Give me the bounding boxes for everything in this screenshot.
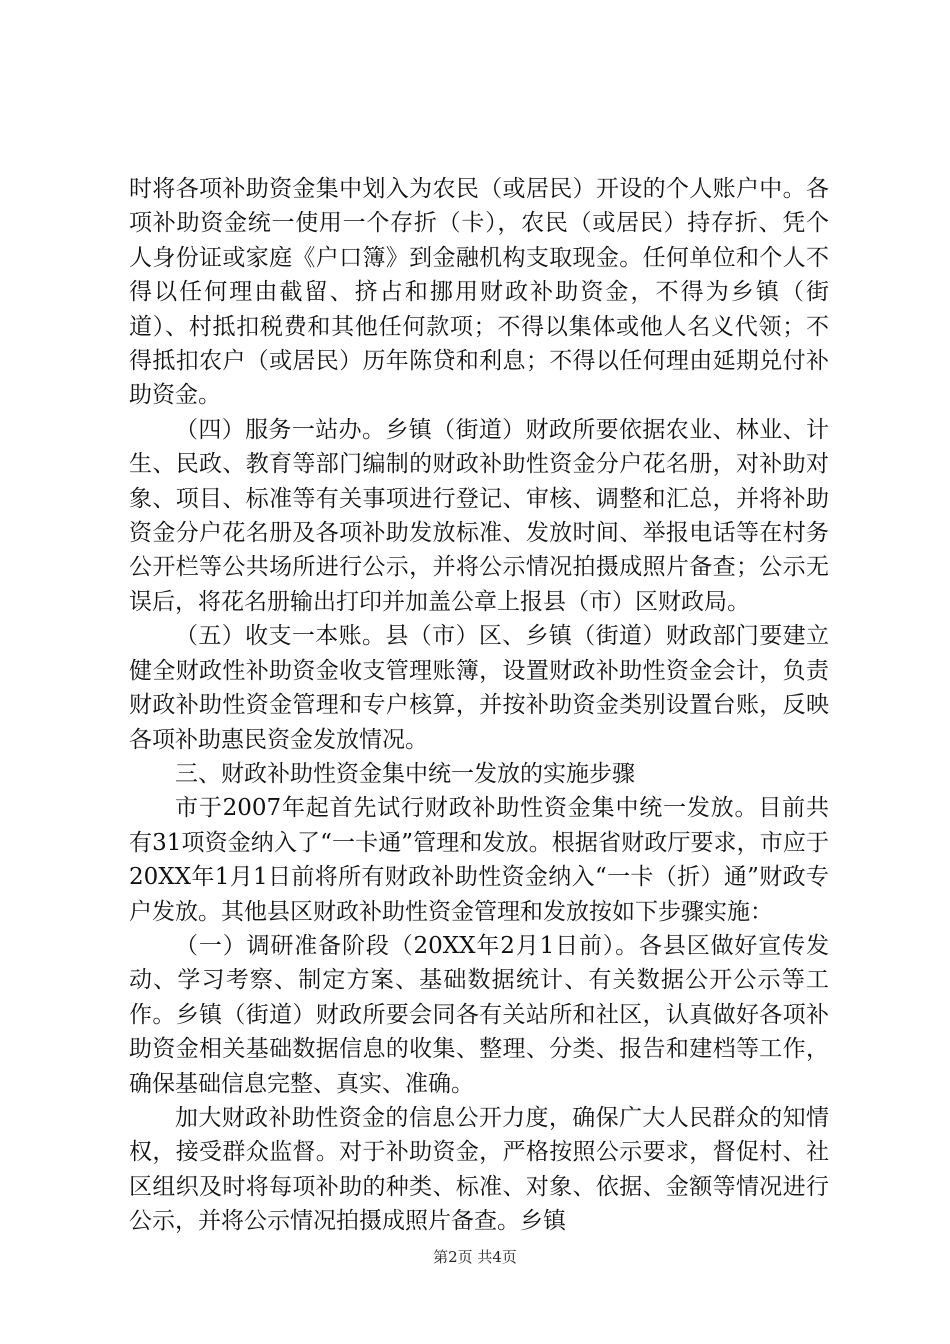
section-heading: 三、财政补助性资金集中统一发放的实施步骤 <box>175 760 635 787</box>
paragraph-6: 加大财政补助性资金的信息公开力度，确保广大人民群众的知情权，接受群众监督。对于补助资金，严格按照公示要求，督促村、社区组织及时将每项补助的种类、标准、对象、依据、金额等情况进行公示，并将公示情况拍摄成照片备查。乡镇 <box>129 1104 829 1235</box>
paragraph-1: 时将各项补助资金集中划入为农民（或居民）开设的个人账户中。各项补助资金统一使用一个存折（卡），农民（或居民）持存折、凭个人身份证或家庭《户口簿》到金融机构支取现金。任何单位和个人不得以任何理由截留、挤占和挪用财政补助资金，不得为乡镇（街道）、村抵扣税费和其他任何款项；不得以集体或他人名义代领；不得抵扣农户（或居民）历年陈贷和利息；不得以任何理由延期兑付补助资金。 <box>129 176 829 409</box>
paragraph-3: （五）收支一本账。县（市）区、乡镇（街道）财政部门要建立健全财政性补助资金收支管理账簿，设置财政补助性资金会计，负责财政补助性资金管理和专户核算，并按补助资金类别设置台账，反映各项补助惠民资金发放情况。 <box>129 623 829 753</box>
paragraph-4: 市于2007年起首先试行财政补助性资金集中统一发放。目前共有31项资金纳入了“一卡通”管理和发放。根据省财政厅要求，市应于20XX年1月1日前将所有财政补助性资金纳入“一卡（折）通”财政专户发放。其他县区财政补助性资金管理和发放按如下步骤实施： <box>129 795 829 925</box>
paragraph-5: （一）调研准备阶段（20XX年2月1日前）。各县区做好宣传发动、学习考察、制定方案、基础数据统计、有关数据公开公示等工作。乡镇（街道）财政所要会同各有关站所和社区，认真做好各项补助资金相关基础数据信息的收集、整理、分类、报告和建档等工作，确保基础信息完整、真实、准确。 <box>129 932 829 1097</box>
document-body <box>129 172 829 1239</box>
page-footer: 第2页 共4页 <box>433 1248 517 1266</box>
paragraph-2: （四）服务一站办。乡镇（街道）财政所要依据农业、林业、计生、民政、教育等部门编制的财政补助性资金分户花名册，对补助对象、项目、标准等有关事项进行登记、审核、调整和汇总，并将补助资金分户花名册及各项补助发放标准、发放时间、举报电话等在村务公开栏等公共场所进行公示，并将公示情况拍摄成照片备查；公示无误后，将花名册输出打印并加盖公章上报县（市）区财政局。 <box>129 416 829 615</box>
